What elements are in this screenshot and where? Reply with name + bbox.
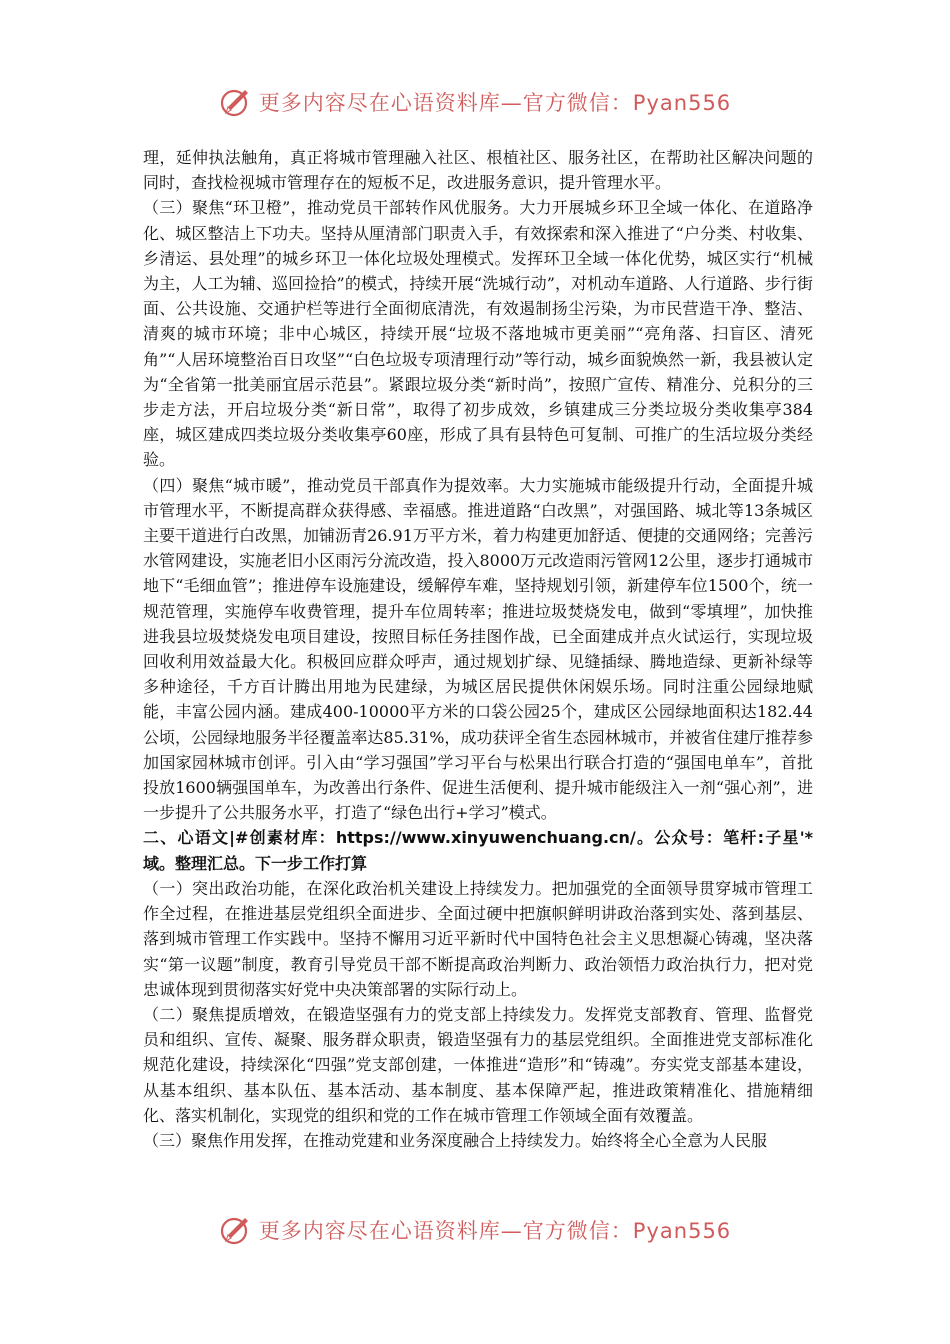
paragraph-sanitation: （三）聚焦“环卫橙”，推动党员干部转作风优服务。大力开展城乡环卫全域一体化、在道路净化、城区整洁上下功夫。坚持从厘清部门职责入手，有效探索和深入推进了“户分类、村收集、乡清运、县处理”的城乡环卫一体化垃圾处理模式。发挥环卫全域一体化优势，城区实行“机械为主，人工为辅、巡回捡拾”的模式，持续开展“洗城行动”，对机动车道路、人行道路、步行街面、公共设施、交通护栏等进行全面彻底清洗，有效遏制扬尘污染，为市民营造干净、整洁、清爽的城市环境；非中心城区，持续开展“垃圾不落地城市更美丽”“亮角落、扫盲区、清死角”“人居环境整治百日攻坚”“白色垃圾专项清理行动”等行动，城乡面貌焕然一新，我县被认定为“全省第一批美丽宜居示范县”。紧跟垃圾分类“新时尚”，按照广宣传、精准分、兑积分的三步走方法，开启垃圾分类“新日常”，取得了初步成效，乡镇建成三分类垃圾分类收集亭384座，城区建成四类垃圾分类收集亭60座，形成了具有县特色可复制、可推广的生活垃圾分类经验。 bbox=[143, 198, 813, 470]
watermark-text: 更多内容尽在心语资料库—官方微信：Pyan556 bbox=[258, 91, 732, 115]
section-heading-next-steps: 二、心语文|#创素材库：https://www.xinyuwenchuang.cn/。公众号：笔杆:子星'*域。整理汇总。下一步工作打算 bbox=[143, 828, 813, 873]
paragraph-city-warmth: （四）聚焦“城市暖”，推动党员干部真作为提效率。大力实施城市能级提升行动，全面提升城市管理水平，不断提高群众获得感、幸福感。推进道路“白改黑”，对强国路、城北等13条城区主要干道进行白改黑，加铺沥青26.91万平方米，着力构建更加舒适、便捷的交通网络；完善污水管网建设，实施老旧小区雨污分流改造，投入8000万元改造雨污管网12公里，逐步打通城市地下“毛细血管”；推进停车设施建设，缓解停车难，坚持规划引领，新建停车位1500个，统一规范管理，实施停车收费管理，提升车位周转率；推进垃圾焚烧发电，做到“零填埋”，加快推进我县垃圾焚烧发电项目建设，按照目标任务挂图作战，已全面建成并点火试运行，实现垃圾回收利用效益最大化。积极回应群众呼声，通过规划扩绿、见缝插绿、腾地造绿、更新补绿等多种途径，千方百计腾出用地为民建绿，为城区居民提供休闲娱乐场。同时注重公园绿地赋能，丰富公园内涵。建成400-10000平方米的口袋公园25个，建成区公园绿地面积达182.44公顷，公园绿地服务半径覆盖率达85.31%，成功获评全省生态园林城市，并被省住建厅推荐参加国家园林城市创评。引入由“学习强国”学习平台与松果出行联合打造的“强国电单车”，首批投放1600辆强国单车，为改善出行条件、促进生活便利、提升城市能级注入一剂“强心剂”，进一步提升了公共服务水平，打造了“绿色出行+学习”模式。 bbox=[143, 475, 813, 823]
paragraph-party-branch: （二）聚焦提质增效，在锻造坚强有力的党支部上持续发力。发挥党支部教育、管理、监督党员和组织、宣传、凝聚、服务群众职责，锻造坚强有力的基层党组织。全面推进党支部标准化规范化建设，持续深化“四强”党支部创建，一体推进“造形”和“铸魂”。夯实党支部基本建设，从基本组织、基本队伍、基本活动、基本制度、基本保障严起，推进政策精准化、措施精细化、落实机制化，实现党的组织和党的工作在城市管理工作领域全面有效覆盖。 bbox=[143, 1004, 813, 1125]
paragraph-role-play: （三）聚焦作用发挥，在推动党建和业务深度融合上持续发力。始终将全心全意为人民服 bbox=[143, 1130, 768, 1150]
watermark-text: 更多内容尽在心语资料库—官方微信：Pyan556 bbox=[258, 1219, 732, 1243]
watermark-header bbox=[0, 82, 950, 122]
watermark-footer bbox=[0, 1210, 950, 1250]
pen-logo-icon bbox=[219, 1213, 253, 1247]
pen-logo-icon bbox=[219, 85, 253, 119]
paragraph-political-function: （一）突出政治功能，在深化政治机关建设上持续发力。把加强党的全面领导贯穿城市管理工作全过程，在推进基层党组织全面进步、全面过硬中把旗帜鲜明讲政治落到实处、落到基层、落到城市管理工作实践中。坚持不懈用习近平新时代中国特色社会主义思想凝心铸魂，坚决落实“第一议题”制度，教育引导党员干部不断提高政治判断力、政治领悟力政治执行力，把对党忠诚体现到贯彻落实好党中央决策部署的实际行动上。 bbox=[143, 878, 813, 999]
paragraph-continuation: 理，延伸执法触角，真正将城市管理融入社区、根植社区、服务社区，在帮助社区解决问题的同时，查找检视城市管理存在的短板不足，改进服务意识，提升管理水平。 bbox=[143, 148, 813, 193]
document-body bbox=[143, 145, 813, 1153]
